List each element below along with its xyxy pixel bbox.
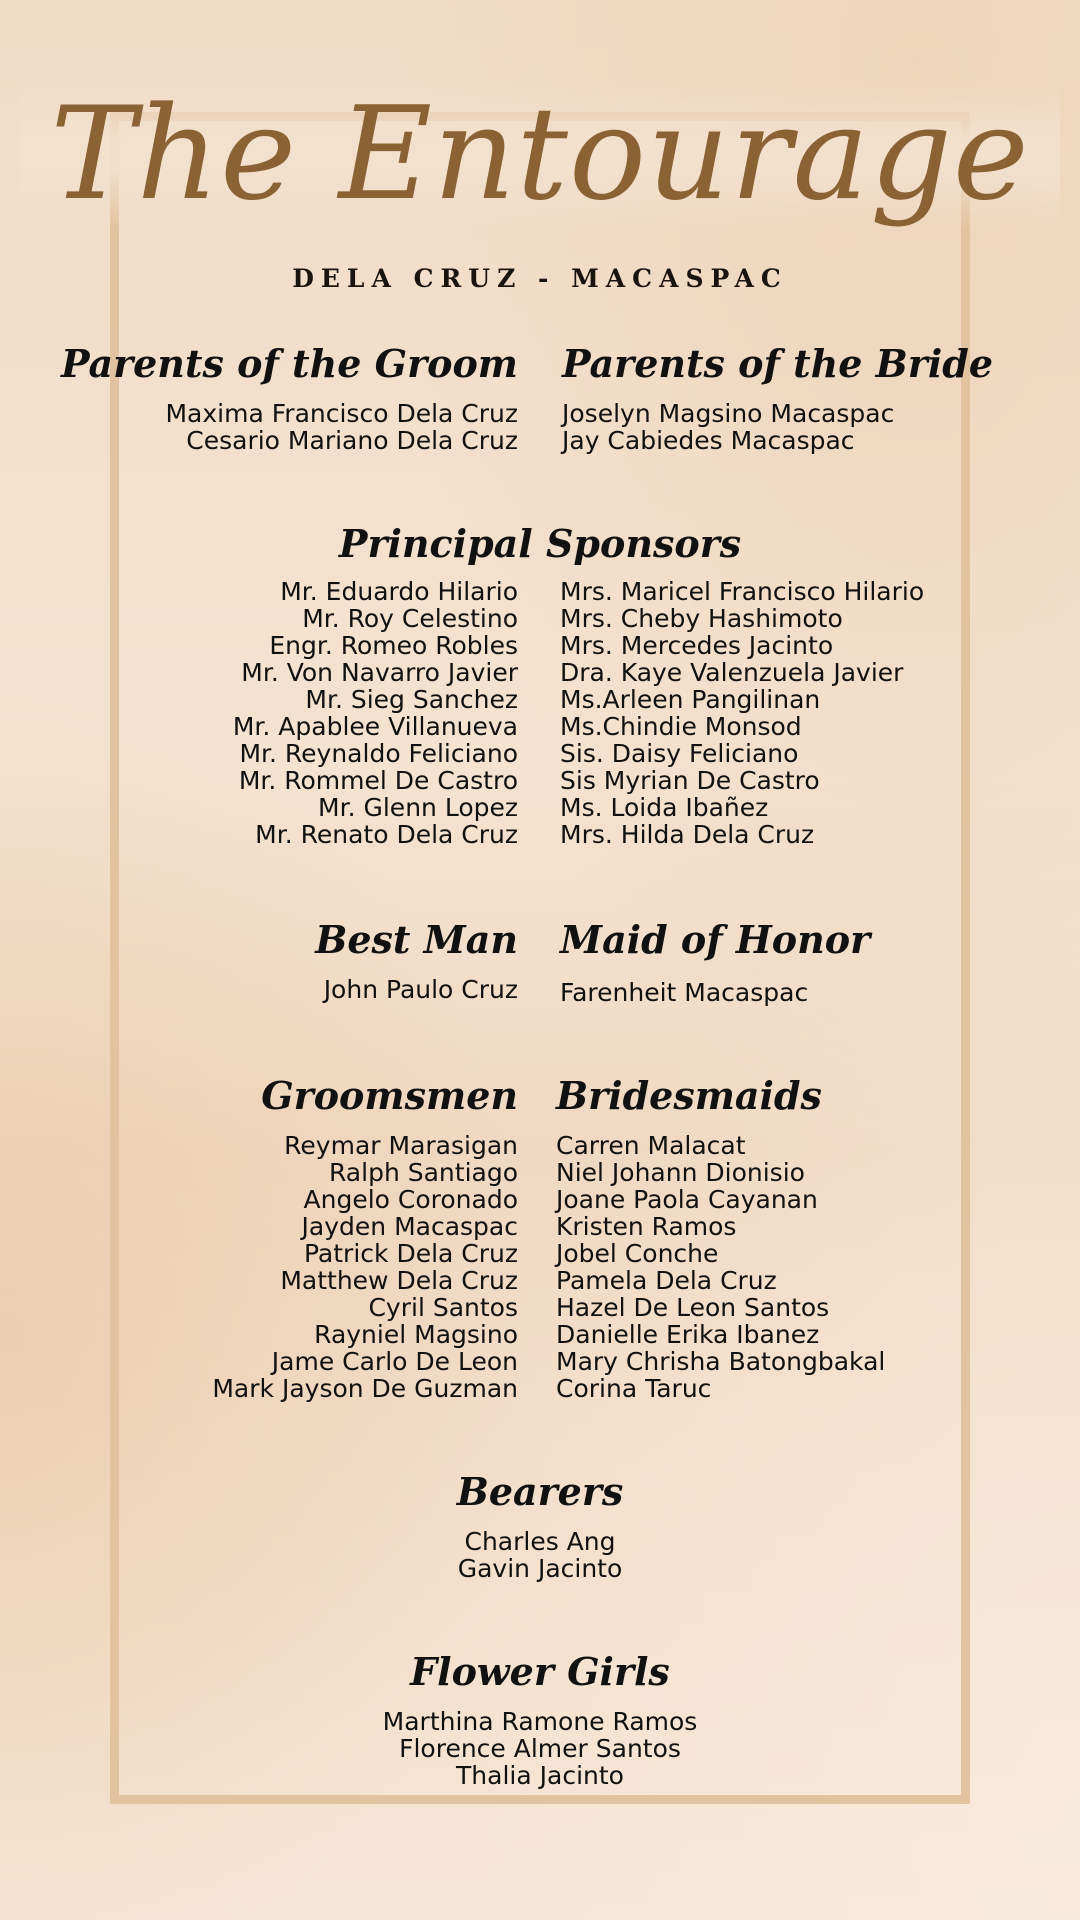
principal-sponsors-left: [233, 578, 518, 848]
list-item: Mr. Glenn Lopez: [318, 793, 518, 822]
list-item: Jame Carlo De Leon: [271, 1347, 518, 1376]
list-item: Patrick Dela Cruz: [303, 1239, 518, 1268]
list-item: Kristen Ramos: [556, 1212, 737, 1241]
list-item: Engr. Romeo Robles: [269, 631, 518, 660]
flower-girls-section: [0, 1648, 1080, 1789]
list-item: Gavin Jacinto: [457, 1554, 623, 1583]
principal-sponsors-section: [0, 520, 1080, 568]
list-item: Thalia Jacinto: [456, 1761, 624, 1790]
list-item: Cyril Santos: [368, 1293, 518, 1322]
bridesmaids-heading: Bridesmaids: [556, 1073, 822, 1118]
principal-sponsors-right: [560, 578, 924, 848]
page-title-text: The Entourage: [20, 80, 1059, 229]
list-item: Mr. Renato Dela Cruz: [255, 820, 518, 849]
list-item: Farenheit Macaspac: [560, 978, 809, 1007]
list-item: Dra. Kaye Valenzuela Javier: [560, 658, 904, 687]
maid-of-honor-list: [560, 979, 870, 1006]
list-item: John Paulo Cruz: [323, 975, 518, 1004]
list-item: Jobel Conche: [556, 1239, 719, 1268]
list-item: Reymar Marasigan: [284, 1131, 518, 1160]
list-item: Mr. Sieg Sanchez: [305, 685, 518, 714]
list-item: Joane Paola Cayanan: [556, 1185, 818, 1214]
bearers-list: [0, 1528, 1080, 1582]
list-item: Mr. Roy Celestino: [302, 604, 518, 633]
list-item: Ralph Santiago: [328, 1158, 518, 1187]
list-item: Mr. Rommel De Castro: [238, 766, 518, 795]
list-item: Mark Jayson De Guzman: [212, 1374, 518, 1403]
list-item: Mrs. Hilda Dela Cruz: [560, 820, 815, 849]
list-item: Corina Taruc: [556, 1374, 712, 1403]
list-item: Pamela Dela Cruz: [556, 1266, 777, 1295]
principal-sponsors-right-list: [560, 578, 924, 848]
maid-of-honor-section: [560, 916, 870, 1006]
list-item: Mary Chrisha Batongbakal: [556, 1347, 886, 1376]
list-item: Mr. Reynaldo Feliciano: [239, 739, 518, 768]
list-item: Cesario Mariano Dela Cruz: [186, 426, 518, 455]
bridesmaids-section: [556, 1072, 885, 1402]
list-item: Rayniel Magsino: [314, 1320, 518, 1349]
list-item: Joselyn Magsino Macaspac: [562, 399, 895, 428]
parents-groom-list: [61, 400, 518, 454]
list-item: Carren Malacat: [556, 1131, 746, 1160]
groomsmen-heading: Groomsmen: [261, 1073, 518, 1118]
list-item: Ms.Arleen Pangilinan: [560, 685, 821, 714]
groomsmen-list: [212, 1132, 518, 1402]
flower-girls-heading: Flower Girls: [410, 1649, 670, 1694]
list-item: Jay Cabiedes Macaspac: [562, 426, 855, 455]
parents-groom-section: [61, 340, 518, 454]
groomsmen-section: [212, 1072, 518, 1402]
couple-names: DELA CRUZ - MACASPAC: [292, 264, 788, 293]
list-item: Niel Johann Dionisio: [556, 1158, 805, 1187]
list-item: Danielle Erika Ibanez: [556, 1320, 820, 1349]
list-item: Ms. Loida Ibañez: [560, 793, 769, 822]
list-item: Mr. Eduardo Hilario: [280, 577, 518, 606]
parents-bride-section: [562, 340, 993, 454]
list-item: Charles Ang: [464, 1527, 616, 1556]
bridesmaids-list: [556, 1132, 885, 1402]
principal-sponsors-heading: Principal Sponsors: [338, 521, 742, 566]
list-item: Florence Almer Santos: [399, 1734, 681, 1763]
bearers-section: [0, 1468, 1080, 1582]
list-item: Hazel De Leon Santos: [556, 1293, 830, 1322]
bearers-heading: Bearers: [456, 1469, 624, 1514]
parents-bride-heading: Parents of the Bride: [562, 341, 994, 386]
parents-bride-list: [562, 400, 993, 454]
list-item: Maxima Francisco Dela Cruz: [165, 399, 518, 428]
list-item: Mrs. Maricel Francisco Hilario: [560, 577, 925, 606]
best-man-section: [315, 916, 518, 1003]
list-item: Mrs. Cheby Hashimoto: [560, 604, 843, 633]
best-man-list: [315, 976, 518, 1003]
list-item: Mr. Von Navarro Javier: [241, 658, 518, 687]
maid-of-honor-heading: Maid of Honor: [560, 917, 871, 962]
page-title: [0, 70, 1080, 240]
list-item: Mr. Apablee Villanueva: [232, 712, 518, 741]
list-item: Sis. Daisy Feliciano: [560, 739, 799, 768]
list-item: Matthew Dela Cruz: [280, 1266, 518, 1295]
list-item: Angelo Coronado: [303, 1185, 518, 1214]
principal-sponsors-left-list: [233, 578, 518, 848]
parents-groom-heading: Parents of the Groom: [60, 341, 518, 386]
list-item: Sis Myrian De Castro: [560, 766, 820, 795]
flower-girls-list: [0, 1708, 1080, 1789]
list-item: Mrs. Mercedes Jacinto: [560, 631, 834, 660]
best-man-heading: Best Man: [315, 917, 518, 962]
list-item: Jayden Macaspac: [301, 1212, 518, 1241]
list-item: Ms.Chindie Monsod: [560, 712, 802, 741]
list-item: Marthina Ramone Ramos: [382, 1707, 698, 1736]
